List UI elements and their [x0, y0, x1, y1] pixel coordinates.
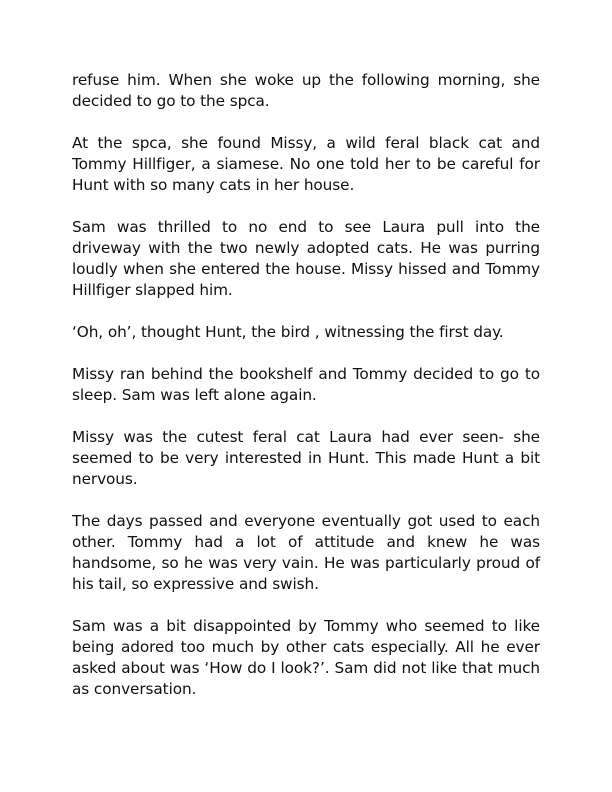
paragraph-3: Sam was thrilled to no end to see Laura pull into the driveway with the two newly adopted cats. He was purring loudly when she entered the house. Missy hissed and Tommy Hillfiger slapped him.: [72, 218, 540, 299]
paragraph-8: Sam was a bit disappointed by Tommy who seemed to like being adored too much by other cats especially. All he ever asked about was ‘How do I look?’. Sam did not like that much as conversation.: [72, 617, 540, 698]
paragraph-1: refuse him. When she woke up the following morning, she decided to go to the spca.: [72, 71, 540, 110]
paragraph-5: Missy ran behind the bookshelf and Tommy decided to go to sleep. Sam was left alone again.: [72, 365, 540, 404]
paragraph-2: At the spca, she found Missy, a wild feral black cat and Tommy Hillfiger, a siamese. No one told her to be careful for Hunt with so many cats in her house.: [72, 134, 540, 194]
paragraph-4: ‘Oh, oh’, thought Hunt, the bird , witnessing the first day.: [72, 323, 504, 341]
document-page: [72, 70, 540, 721]
paragraph-7: The days passed and everyone eventually got used to each other. Tommy had a lot of attitude and knew he was handsome, so he was very vain. He was particularly proud of his tail, so expressive and swish.: [72, 512, 540, 593]
paragraph-6: Missy was the cutest feral cat Laura had ever seen- she seemed to be very interested in Hunt. This made Hunt a bit nervous.: [72, 428, 540, 488]
